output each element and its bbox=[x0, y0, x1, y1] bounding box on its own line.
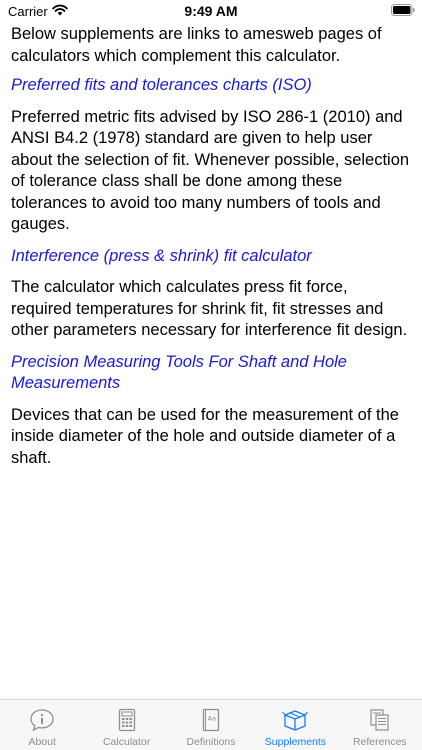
svg-text:Aa: Aa bbox=[207, 714, 217, 723]
box-icon bbox=[281, 707, 309, 733]
carrier-label: Carrier bbox=[8, 4, 48, 19]
tab-bar bbox=[0, 699, 422, 750]
tab-definitions[interactable] bbox=[169, 700, 253, 750]
info-icon bbox=[28, 707, 56, 733]
intro-text: Below supplements are links to amesweb pages of calculators which complement this calculator. bbox=[11, 25, 382, 65]
precision-measuring-description: Devices that can be used for the measurement of the inside diameter of the hole and outside diameter of a shaft. bbox=[11, 405, 399, 467]
tab-references-label: References bbox=[352, 736, 407, 748]
tab-about-label: About bbox=[28, 736, 56, 748]
tab-calculator-label: Calculator bbox=[102, 736, 151, 748]
interference-fit-description: The calculator which calculates press fit force, required temperatures for shrink fit, fit stresses and other parameters necessary for interference fit design. bbox=[11, 278, 408, 339]
link-preferred-fits[interactable]: Preferred fits and tolerances charts (ISO) bbox=[11, 76, 312, 94]
tab-about[interactable] bbox=[0, 700, 84, 750]
tab-supplements-label: Supplements bbox=[264, 736, 327, 748]
tab-supplements[interactable] bbox=[253, 700, 337, 750]
battery-icon bbox=[391, 4, 415, 16]
preferred-fits-description: Preferred metric fits advised by ISO 286-1 (2010) and ANSI B4.2 (1978) standard are given to help user about the selection of fit. Whenever possible, selection of tolerance class shall be done among these tolerances to avoid too many numbers of tools and gauges. bbox=[11, 107, 410, 233]
status-time: 9:49 AM bbox=[184, 3, 238, 19]
link-precision-measuring-tools[interactable]: Precision Measuring Tools For Shaft and Hole Measurements bbox=[11, 352, 347, 392]
tab-definitions-label: Definitions bbox=[186, 736, 236, 748]
tab-references[interactable] bbox=[338, 700, 422, 750]
documents-icon bbox=[366, 707, 394, 733]
calculator-icon bbox=[113, 707, 141, 733]
tab-calculator[interactable] bbox=[84, 700, 168, 750]
dictionary-icon bbox=[197, 707, 225, 733]
supplements-content bbox=[11, 24, 411, 479]
status-bar bbox=[0, 0, 422, 24]
link-interference-fit-calculator[interactable]: Interference (press & shrink) fit calculator bbox=[11, 246, 312, 265]
